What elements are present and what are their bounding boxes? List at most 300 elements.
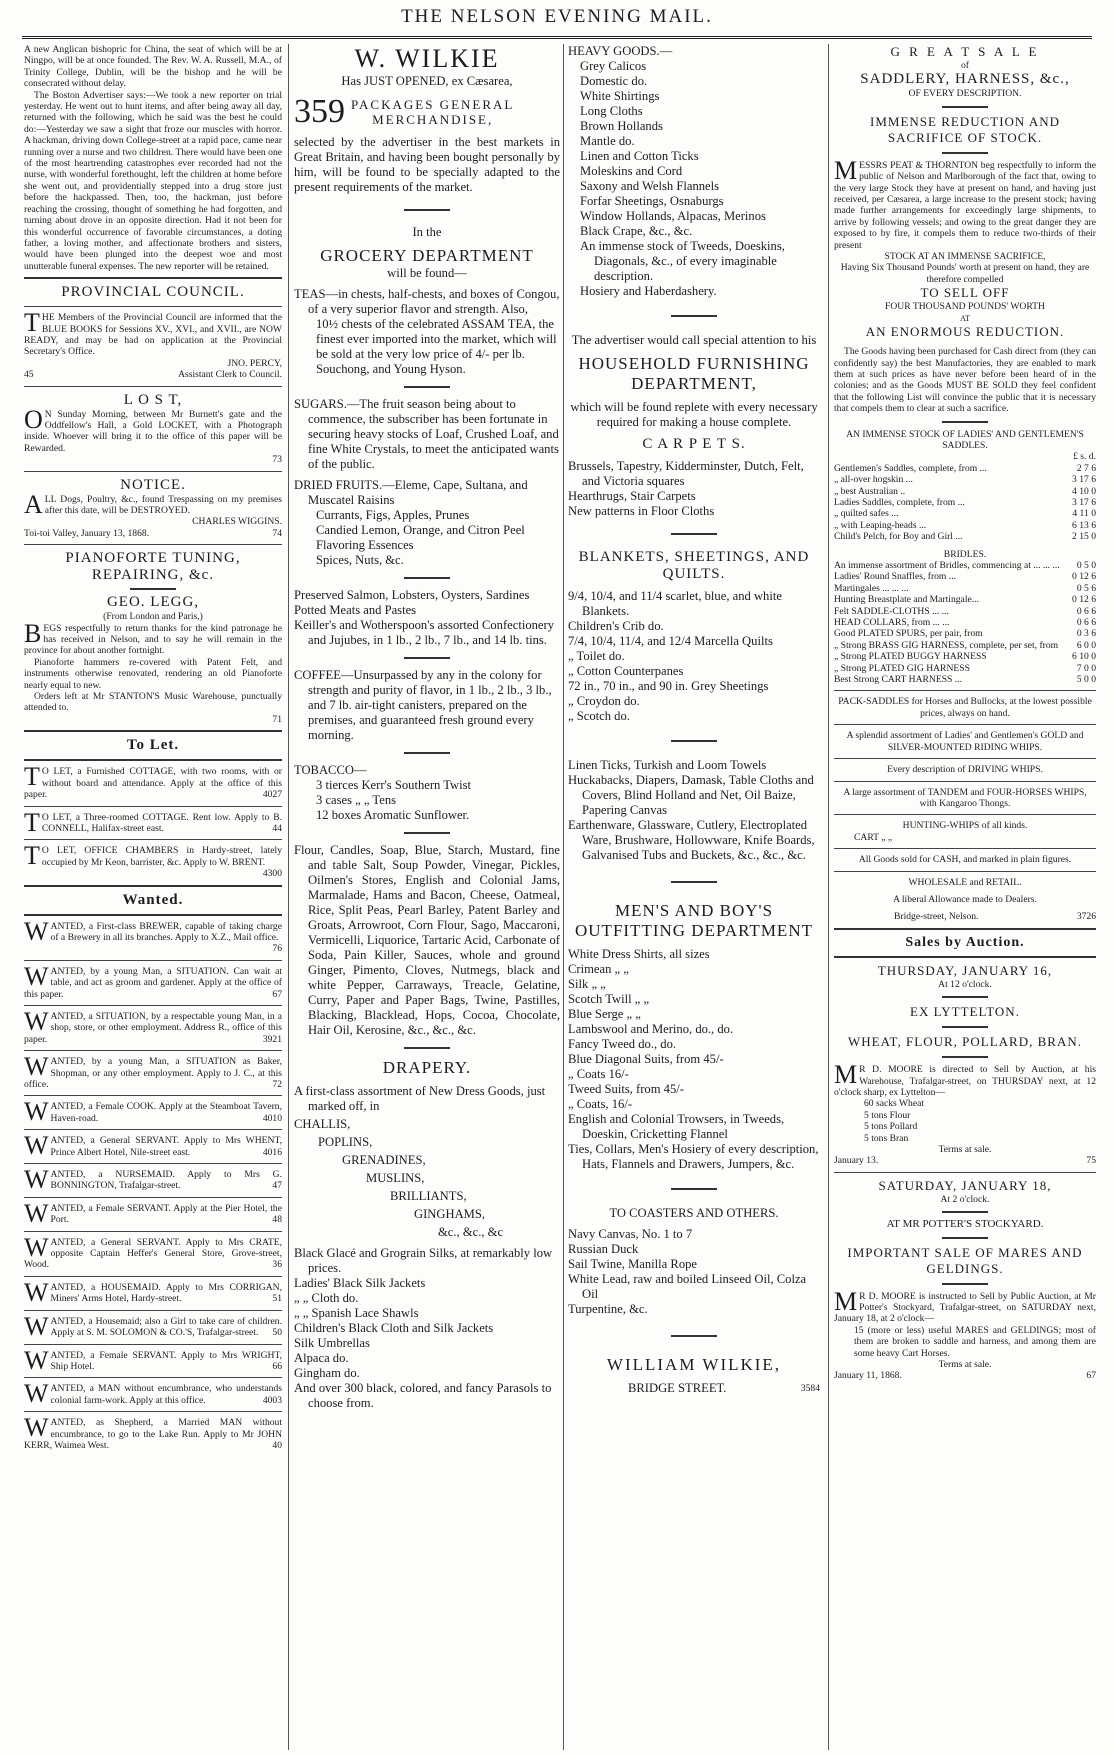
- to-let-ad-text: O LET, OFFICE CHAMBERS in Hardy-street, lately occupied by Mr Keon, barrister, &c. Apply to W. BRENT.: [41, 845, 282, 868]
- outfitting-heading: OUTFITTING DEPARTMENT: [575, 921, 813, 940]
- silk-item: Children's Black Cloth and Silk Jackets: [294, 1321, 494, 1335]
- price-value: 2 7 6: [1076, 462, 1096, 474]
- hunting-whips-text: HUNTING-WHIPS of all kinds.: [902, 820, 1028, 832]
- dateline: Toi-toi Valley, January 13, 1868.: [24, 527, 150, 539]
- price-item: Best Strong CART HARNESS ...: [834, 674, 962, 686]
- drop-cap: W: [24, 1131, 49, 1161]
- ad-number: 4300: [262, 868, 282, 880]
- price-row: [834, 617, 1096, 628]
- heavy-good-item: Linen and Cotton Ticks: [580, 149, 699, 163]
- drop-cap: W: [24, 1277, 49, 1307]
- mens-outfitting-list: [568, 947, 820, 1172]
- wanted-ad: [24, 1345, 282, 1375]
- bridles-heading: BRIDLES.: [943, 548, 987, 560]
- moore-text-2: R D. MOORE is instructed to Sell by Public Auction, at Mr Potter's Stockyard, Trafalgar-street, on SATURDAY next, January 18, at 2 o'clock—: [834, 1290, 1096, 1325]
- drop-cap: W: [24, 1165, 49, 1195]
- tobacco-item: 3 cases „ „ Tens: [316, 793, 397, 807]
- immense-reduction-heading: IMMENSE REDUCTION AND SACRIFICE OF STOCK.: [870, 113, 1060, 145]
- carpets-list: [568, 459, 820, 519]
- price-value: 0 12 6: [1072, 571, 1096, 583]
- price-row: [834, 674, 1096, 685]
- price-row: [834, 651, 1096, 662]
- dried-fruits-list: [294, 508, 560, 568]
- ad-number: 40: [272, 1439, 282, 1451]
- advertiser-name: W. WILKIE: [354, 44, 500, 73]
- carpet-item: New patterns in Floor Cloths: [568, 504, 715, 518]
- price-value: 3 17 6: [1072, 474, 1096, 486]
- wanted-ad: [24, 1006, 282, 1045]
- grocery-items-text: Flour, Candles, Soap, Blue, Starch, Mustard, fine and table Salt, Soup Powder, Vinegar, Pickles, Oilmen's Stores, English and Colonial Jams, Marmalade, Hams and Bacon, Cheese, Oatmeal, Rice, Split Peas, Pearl Barley, Patent Barley and Groats, Arrowroot, Corn Flour, Sago, Maccaroni, Vermicelli, Liquorice, Tartaric Acid, Carbonate of Soda, Pain Killer, Sauces, whole and ground Ginger, Pimento, Cloves, Nutmegs, black and white Pepper, Carraways, Treacle, Gelatine, Curry, Paper and Paper Bags, Twine, Pastilles, Blacking, Blacklead, Hops, Cocoa, Chocolate, Hair Oil, Kerosine, &c., &c., &c.: [294, 843, 560, 1037]
- heavy-good-item: Grey Calicos: [580, 59, 647, 73]
- wanted-ad-text: ANTED, as Shepherd, a Married MAN without encumbrance, to go to the Lake Run. Apply to Mr JOHN KERR, Waimea West.: [24, 1417, 282, 1451]
- mens-item: English and Colonial Trowsers, in Tweeds, Doeskin, Cricketting Flannel: [568, 1112, 785, 1141]
- enormous-reduction-line: AN ENORMOUS REDUCTION.: [865, 324, 1065, 340]
- price-row: [834, 606, 1096, 617]
- packages-line: PACKAGES GENERAL: [351, 97, 515, 112]
- column-divider: [828, 44, 829, 1750]
- saddles-price-list: [834, 463, 1096, 543]
- mens-item: Silk „ „: [568, 977, 606, 991]
- tuner-origin: (From London and Paris,): [103, 611, 203, 623]
- dried-fruits-text: DRIED FRUITS.—Eleme, Cape, Sultana, and Muscatel Raisins: [294, 478, 528, 507]
- bridge-street-nelson: Bridge-street, Nelson.: [894, 911, 979, 923]
- date-line: January 11, 1868.: [834, 1370, 902, 1382]
- drop-cap: A: [24, 489, 43, 519]
- price-value: 6 10 0: [1072, 651, 1096, 663]
- price-value: 5 0 0: [1076, 674, 1096, 686]
- silk-item: „ „ Spanish Lace Shawls: [294, 1306, 419, 1320]
- wanted-ad: [24, 1097, 282, 1127]
- silk-item: And over 300 black, colored, and fancy Parasols to choose from.: [294, 1381, 552, 1410]
- price-row: [834, 640, 1096, 651]
- price-item: Martingales ... ... ...: [834, 582, 909, 594]
- column-divider: [288, 44, 289, 1750]
- linen-item: Linen Ticks, Turkish and Loom Towels: [568, 758, 767, 772]
- blankets-heading-2: QUILTS.: [662, 566, 726, 582]
- sales-by-auction-heading: Sales by Auction.: [905, 934, 1025, 950]
- price-row: [834, 531, 1096, 542]
- masthead-rule: [22, 36, 1092, 39]
- price-item: Felt SADDLE-CLOTHS ... ...: [834, 605, 949, 617]
- blanket-item: „ Toilet do.: [568, 649, 625, 663]
- mens-item: Crimean „ „: [568, 962, 629, 976]
- price-value: 0 6 6: [1076, 605, 1096, 617]
- wanted-ad: [24, 1277, 282, 1307]
- ad-number: 4010: [262, 1112, 282, 1124]
- mens-item: „ Coats, 16/-: [568, 1097, 633, 1111]
- drop-cap: W: [24, 1097, 49, 1127]
- carpet-item: Hearthrugs, Stair Carpets: [568, 489, 696, 503]
- blanket-item: „ Cotton Counterpanes: [568, 664, 684, 678]
- heavy-good-item: White Shirtings: [580, 89, 660, 103]
- column-divider: [563, 44, 564, 1750]
- dried-fruit-item: Currants, Figs, Apples, Prunes: [316, 508, 470, 522]
- divider: [24, 1344, 282, 1345]
- pianoforte-heading: PIANOFORTE TUNING, REPAIRING, &c.: [65, 550, 241, 584]
- driving-whips-text: Every description of DRIVING WHIPS.: [887, 764, 1043, 776]
- cart-whips-text: CART „ „: [854, 831, 893, 843]
- dress-good-item: GINGHAMS,: [414, 1207, 486, 1221]
- sugars-text: SUGARS.—The fruit season being about to commence, the subscriber has been fortunate in securing heavy stocks of Loaf, Crushed Loaf, and fine White Crystals, to meet the anticipated wants of the public.: [294, 397, 559, 471]
- dress-good-item: GRENADINES,: [342, 1153, 426, 1167]
- in-the: In the: [412, 225, 442, 239]
- price-row: [834, 486, 1096, 497]
- four-thousand-line: FOUR THOUSAND POUNDS' WORTH: [885, 301, 1045, 313]
- to-let-ad: [24, 762, 282, 801]
- drop-cap: T: [24, 841, 40, 871]
- drop-cap: W: [24, 1198, 49, 1228]
- bridles-price-list: [834, 560, 1096, 685]
- provincial-council-text: HE Members of the Provincial Council are informed that the BLUE BOOKS for Sessions XV., XVI., and XVII., are NOW READY, and may be had on application at the Provincial Secretary's Office.: [24, 312, 282, 358]
- silk-item: Ladies' Black Silk Jackets: [294, 1276, 426, 1290]
- household-text: which will be found replete with every necessary required for making a house complete.: [570, 400, 818, 429]
- price-item: Ladies Saddles, complete, from ...: [834, 496, 965, 508]
- wanted-ad: [24, 1232, 282, 1271]
- riding-whips-text: A splendid assortment of Ladies' and Gentlemen's GOLD and SILVER-MOUNTED RIDING WHIPS.: [846, 730, 1084, 753]
- price-value: 3 17 6: [1072, 496, 1096, 508]
- sell-off-line: TO SELL OFF: [920, 285, 1010, 301]
- divider: [24, 1163, 282, 1164]
- mens-item: Lambswool and Merino, do., do.: [568, 1022, 734, 1036]
- blanket-item: „ Croydon do.: [568, 694, 640, 708]
- mens-item: Ties, Collars, Men's Hosiery of every description, Hats, Flannels and Drawers, Jumpers, &c.: [568, 1142, 819, 1171]
- lost-heading: L O S T,: [123, 391, 183, 408]
- dress-good-item: POPLINS,: [318, 1135, 373, 1149]
- lsd-header: £ s. d.: [1073, 451, 1096, 463]
- price-row: [834, 474, 1096, 485]
- divider: [24, 960, 282, 961]
- household-heading-2: DEPARTMENT,: [631, 374, 757, 393]
- heavy-good-item: Moleskins and Cord: [580, 164, 683, 178]
- price-value: 0 12 6: [1072, 594, 1096, 606]
- wanted-ad-text: ANTED, by a young Man, a SITUATION. Can wait at table, and act as groom and gardener. Apply at the office of this paper.: [24, 965, 282, 1000]
- divider: [24, 1276, 282, 1277]
- price-row: [834, 520, 1096, 531]
- wanted-ad: [24, 1052, 282, 1090]
- ex-lyttelton: EX LYTTELTON.: [910, 1004, 1020, 1020]
- mares-heading: IMPORTANT SALE OF MARES AND GELDINGS.: [847, 1244, 1083, 1276]
- tobacco-item: 3 tierces Kerr's Southern Twist: [316, 778, 472, 792]
- drop-cap: T: [24, 762, 40, 792]
- william-wilkie: WILLIAM WILKIE,: [606, 1355, 782, 1374]
- ad-number: 44: [272, 822, 282, 834]
- coaster-item: White Lead, raw and boiled Linseed Oil, Colza Oil: [568, 1272, 807, 1301]
- column-3: [568, 44, 820, 1749]
- dried-fruit-item: Flavoring Essences: [316, 538, 414, 552]
- price-value: 4 10 0: [1072, 485, 1096, 497]
- price-row: [834, 497, 1096, 508]
- mens-item: Fancy Tweed do., do.: [568, 1037, 677, 1051]
- terms-at-sale: Terms at sale.: [938, 1359, 992, 1371]
- dress-good-item: BRILLIANTS,: [390, 1189, 467, 1203]
- price-value: 0 6 6: [1076, 617, 1096, 629]
- wanted-heading: Wanted.: [122, 891, 184, 908]
- wanted-ad-text: ANTED, a NURSEMAID. Apply to Mrs G. BONNINGTON, Trafalgar-street.: [50, 1169, 282, 1192]
- price-row: [834, 663, 1096, 674]
- sack-item: 60 sacks Wheat: [864, 1098, 925, 1110]
- provincial-council-heading: PROVINCIAL COUNCIL.: [61, 284, 245, 301]
- date-line: January 13.: [834, 1155, 879, 1167]
- ad-number: 67: [1086, 1370, 1096, 1382]
- ad-number: 36: [272, 1259, 282, 1271]
- household-heading: HOUSEHOLD FURNISHING: [578, 354, 810, 373]
- price-value: 2 15 0: [1072, 531, 1096, 543]
- heavy-good-item: Forfar Sheetings, Osnaburgs: [580, 194, 724, 208]
- attention-text: The advertiser would call special attention to his: [571, 333, 817, 347]
- of-word: of: [961, 60, 969, 71]
- preserved-item: Preserved Salmon, Lobsters, Oysters, Sardines: [294, 588, 530, 602]
- price-row: [834, 508, 1096, 519]
- divider: [24, 839, 282, 840]
- ad-number: 73: [272, 454, 282, 466]
- wanted-ad: [24, 1165, 282, 1195]
- news-item: The Boston Advertiser says:—We took a new reporter on trial yesterday. He went out to hunt items, and after being away all day, returned with the following, which he said was the best he could do:—Yesterday we saw a sight that froze our muscles with horror. A hackman, driving down College-street at a rapid pace, came near running over a nurse and two children. There would have been one of the most heartrending catastrophes ever recorded had not the nurse, with wonderful forethought, left the children at home before she went out, and providentially stepped into a drug store just before the hackpassed. Then, too, the hackman, just before reaching the crossing, thought of something he had forgotten, and turning about drove in an opposite direction. Had it not been for this wonderful occurrence of favorable circumstances, a doting father, a loving mother, and affectionate brothers and sisters, would have been plunged into the deepest woe and most unutterable funeral expenses. The new reporter will be retained.: [24, 89, 282, 272]
- dress-good-item: &c., &c., &c: [438, 1225, 504, 1239]
- silk-item: Black Glacé and Grograin Silks, at remarkably low prices.: [294, 1246, 553, 1275]
- price-value: 4 11 0: [1072, 508, 1096, 520]
- every-description: OF EVERY DESCRIPTION.: [908, 88, 1022, 100]
- blankets-heading: BLANKETS, SHEETINGS, AND: [578, 549, 810, 565]
- ad-number: 45: [24, 369, 34, 381]
- wanted-ad-text: ANTED, a Female SERVANT. Apply at the Pier Hotel, the Port.: [50, 1202, 282, 1226]
- divider: [24, 1231, 282, 1232]
- column-2: [294, 44, 560, 1749]
- saddles-heading: AN IMMENSE STOCK OF LADIES' AND GENTLEMEN'S SADDLES.: [846, 428, 1084, 451]
- divider: [24, 1411, 282, 1412]
- wanted-ad-text: ANTED, a MAN without encumbrance, who understands colonial farm-work. Apply at this office.: [50, 1383, 282, 1406]
- preserved-item: Keiller's and Wotherspoon's assorted Confectionery and Jujubes, in 1 lb., 2 lb., 7 lb., and 14 lb. tins.: [294, 618, 555, 647]
- divider: [24, 1095, 282, 1096]
- tandem-whips-text: A large assortment of TANDEM and FOUR-HORSES WHIPS, with Kangaroo Thongs.: [843, 786, 1087, 809]
- peat-thornton-text: ESSRS PEAT & THORNTON beg respectfully to inform the public of Nelson and Marlborough of the fact that, owing to the very large Stock they have at present on hand, and having just received, per Cæsarea, a large increase to the present stock; having made further arrangements for exceedingly large shipments, to arrive by following vessels; and owing to the great danger they are exposed to by fire, it compels them to reduce two-thirds of their present: [834, 159, 1096, 251]
- saddlery-heading: SADDLERY, HARNESS, &c.,: [860, 71, 1070, 88]
- drop-cap: T: [24, 807, 40, 837]
- heavy-goods-list: [568, 59, 820, 299]
- price-item: „ best Australian ..: [834, 485, 906, 497]
- mens-item: Blue Diagonal Suits, from 45/-: [568, 1052, 724, 1066]
- silk-item: Silk Umbrellas: [294, 1336, 370, 1350]
- price-value: 0 3 6: [1076, 628, 1096, 640]
- thursday-date: THURSDAY, JANUARY 16,: [877, 962, 1053, 978]
- heavy-good-item: Window Hollands, Alpacas, Merinos: [580, 209, 766, 223]
- price-item: „ Strong PLATED BUGGY HARNESS: [834, 651, 987, 663]
- price-item: Good PLATED SPURS, per pair, from: [834, 628, 983, 640]
- heavy-goods-heading: HEAVY GOODS.—: [568, 44, 673, 58]
- moore-text: R D. MOORE is directed to Sell by Auction, at his Warehouse, Trafalgar-street, on THURSDAY next, at 12 o'clock sharp, ex Lyttelton—: [834, 1064, 1096, 1098]
- wanted-ad: [24, 1413, 282, 1451]
- news-item: A new Anglican bishopric for China, the seat of which will be at Ningpo, will be at once founded. The Rev. W. A. Russell, M.A., of Trinity College, Dublin, will be the bishop and he will be consecrated without delay.: [24, 44, 282, 90]
- tobacco-item: 12 boxes Aromatic Sunflower.: [316, 808, 470, 822]
- grocery-heading: GROCERY DEPARTMENT: [320, 246, 534, 265]
- wanted-ad-text: ANTED, a General SERVANT. Apply to Mrs WHENT, Prince Albert Hotel, Nile-street east.: [50, 1135, 282, 1158]
- coaster-item: Navy Canvas, No. 1 to 7: [568, 1227, 693, 1241]
- ad-number: 4016: [262, 1146, 282, 1158]
- mens-item: Scotch Twill „ „: [568, 992, 650, 1006]
- coffee-text: COFFEE—Unsurpassed by any in the colony for strength and purity of flavor, in 1 lb., 2 lb., 3 lb., and 7 lb. air-tight canisters, prepared on the premises, and guaranteed fresh ground every morning.: [294, 668, 552, 742]
- blanket-item: 7/4, 10/4, 11/4, and 12/4 Marcella Quilts: [568, 634, 773, 648]
- heavy-good-item: Saxony and Welsh Flannels: [580, 179, 720, 193]
- signature: CHARLES WIGGINS.: [192, 516, 282, 528]
- divider: [24, 1005, 282, 1006]
- ad-number: 3584: [800, 1383, 820, 1394]
- opened-line: Has JUST OPENED, ex Cæsarea,: [341, 74, 513, 88]
- column-4: [834, 44, 1096, 1749]
- carpets-heading: C A R P E T S.: [642, 436, 746, 452]
- heavy-good-item: Long Cloths: [580, 104, 643, 118]
- price-row: [834, 463, 1096, 474]
- wheat-heading: WHEAT, FLOUR, POLLARD, BRAN.: [848, 1034, 1082, 1050]
- dress-goods-list: [294, 1117, 560, 1240]
- drop-cap: W: [24, 961, 49, 991]
- drop-cap: W: [24, 1345, 49, 1375]
- to-let-heading: To Let.: [126, 737, 180, 754]
- intro-text: selected by the advertiser in the best markets in Great Britain, and having been bought personally by him, will be found to be specially adapted to the present requirements of the market.: [294, 135, 560, 194]
- carpet-item: Brussels, Tapestry, Kidderminster, Dutch, Felt, and Victoria squares: [568, 459, 804, 488]
- pack-saddles-text: PACK-SADDLES for Horses and Bullocks, at the lowest possible prices, always on hand.: [838, 696, 1092, 719]
- bridge-street: BRIDGE STREET.: [628, 1381, 727, 1395]
- price-item: „ all-over hogskin ...: [834, 474, 913, 486]
- price-row: [834, 594, 1096, 605]
- drapery-heading: DRAPERY.: [382, 1058, 472, 1077]
- drop-cap: W: [24, 1052, 49, 1082]
- drop-cap: M: [834, 1286, 858, 1316]
- drop-cap: M: [834, 1060, 858, 1090]
- blanket-item: 9/4, 10/4, and 11/4 scarlet, blue, and white Blankets.: [568, 589, 782, 618]
- ad-number: 76: [272, 943, 282, 955]
- heavy-good-item: Hosiery and Haberdashery.: [580, 284, 717, 298]
- drop-cap: W: [24, 916, 49, 946]
- mens-heading: MEN'S AND BOY'S: [614, 901, 774, 920]
- wanted-ad-text: ANTED, by a young Man, a SITUATION as Baker, Shopman, or any other employment. Apply to J. C., at this office.: [24, 1056, 282, 1090]
- price-item: „ Strong BRASS GIG HARNESS, complete, per set, from: [834, 639, 1059, 651]
- drapery-intro: A first-class assortment of New Dress Goods, just marked off, in: [294, 1084, 546, 1113]
- teas-text: 10½ chests of the celebrated ASSAM TEA, the finest ever imported into the market, which will be sold at the very low price of 4/- per lb.: [316, 317, 557, 361]
- price-value: 6 0 0: [1076, 639, 1096, 651]
- thursday-time: At 12 o'clock.: [938, 978, 992, 990]
- drop-cap: W: [24, 1006, 49, 1036]
- price-item: Hunting Breastplate and Martingale...: [834, 594, 979, 606]
- price-item: HEAD COLLARS, from ... ...: [834, 617, 950, 629]
- signature-role: Assistant Clerk to Council.: [178, 369, 282, 381]
- wanted-list: [24, 916, 282, 1452]
- ad-number: 50: [272, 1327, 282, 1339]
- potter-stockyard: AT MR POTTER'S STOCKYARD.: [886, 1218, 1044, 1231]
- linen-item: Huckabacks, Diapers, Damask, Table Cloths and Covers, Blind Holland and Net, Oil Baize, Papering Canvas: [568, 773, 814, 817]
- coasters-heading: TO COASTERS AND OTHERS.: [609, 1206, 779, 1220]
- mens-item: „ Coats 16/-: [568, 1067, 629, 1081]
- wanted-ad: [24, 1379, 282, 1409]
- coaster-item: Sail Twine, Manilla Rope: [568, 1257, 698, 1271]
- heavy-good-item: Brown Hollands: [580, 119, 663, 133]
- mens-item: Blue Serge „ „: [568, 1007, 641, 1021]
- saturday-date: SATURDAY, JANUARY 18,: [878, 1177, 1052, 1193]
- teas-text: TEAS—in chests, half-chests, and boxes of Congou, of a very superior flavor and strength. Also,: [294, 287, 560, 316]
- blanket-item: Children's Crib do.: [568, 619, 664, 633]
- drop-cap: O: [24, 404, 43, 434]
- to-let-ad-text: O LET, a Three-roomed COTTAGE. Rent low. Apply to B. CONNELL, Halifax-street east.: [41, 811, 282, 834]
- drop-cap: W: [24, 1413, 49, 1443]
- ad-number: 3726: [1076, 911, 1096, 923]
- pianoforte-text: Orders left at Mr STANTON'S Music Warehouse, punctually attended to.: [24, 691, 282, 714]
- to-let-ad: [24, 807, 282, 837]
- pianoforte-text: EGS respectfully to return thanks for the kind patronage he has received in Nelson, and to say he will remain in the province for about another fortnight.: [24, 622, 282, 657]
- divider: [24, 1050, 282, 1051]
- ad-number: 3921: [262, 1033, 282, 1045]
- wanted-ad-text: ANTED, a Female COOK. Apply at the Steamboat Tavern, Haven-road.: [50, 1101, 282, 1124]
- price-value: 7 0 0: [1076, 662, 1096, 674]
- drop-cap: B: [24, 618, 42, 648]
- price-row: [834, 571, 1096, 582]
- blankets-list: [568, 589, 820, 724]
- saturday-time: At 2 o'clock.: [940, 1193, 990, 1205]
- ad-number: 67: [272, 988, 282, 1000]
- notice-heading: NOTICE.: [120, 476, 186, 493]
- lost-text: N Sunday Morning, between Mr Burnett's gate and the Oddfellow's Hall, a Gold LOCKET, with a Photograph inside. Whoever will bring it to the office of this paper will be Rewarded.: [24, 408, 282, 454]
- wanted-ad-text: ANTED, a Housemaid; also a Girl to take care of children. Apply at S. M. SOLOMON & CO.'S, Trafalgar-street.: [50, 1315, 282, 1339]
- ad-number: 4003: [262, 1394, 282, 1406]
- terms-at-sale: Terms at sale.: [938, 1144, 992, 1155]
- cash-text: All Goods sold for CASH, and marked in plain figures.: [858, 854, 1072, 866]
- wanted-ad: [24, 916, 282, 955]
- divider: [24, 1129, 282, 1130]
- allowance-text: A liberal Allowance made to Dealers.: [893, 893, 1037, 905]
- divider: [24, 1310, 282, 1311]
- dress-good-item: CHALLIS,: [294, 1117, 351, 1131]
- drop-cap: T: [24, 308, 40, 338]
- wanted-ad: [24, 961, 282, 1000]
- great-sale-heading: G R E A T S A L E: [890, 44, 1040, 59]
- silk-item: Gingham do.: [294, 1366, 360, 1380]
- ad-number: 66: [272, 1360, 282, 1372]
- mares-text: 15 (more or less) useful MARES and GELDINGS; most of them are broken to saddle and harness, and among them are some heavy Cart Horses.: [854, 1324, 1096, 1359]
- coaster-item: Turpentine, &c.: [568, 1302, 648, 1316]
- preserved-item: Potted Meats and Pastes: [294, 603, 417, 617]
- price-item: Ladies' Round Snaffles, from ...: [834, 571, 956, 583]
- price-row: [834, 560, 1096, 571]
- wanted-ad: [24, 1311, 282, 1341]
- sacks-list: [834, 1098, 1096, 1144]
- pianoforte-text: Pianoforte hammers re-covered with Patent Felt, and instruments otherwise renovated, rendering an old Pianoforte nearly equal to new.: [24, 656, 282, 691]
- ad-number: 51: [272, 1293, 282, 1305]
- price-value: 0 5 6: [1076, 582, 1096, 594]
- wanted-ad-text: ANTED, a Female SERVANT. Apply to Mrs WRIGHT, Ship Hotel.: [50, 1349, 282, 1372]
- drop-cap: W: [24, 1379, 49, 1409]
- wanted-ad-text: ANTED, a SITUATION, by a respectable young Man, in a shop, store, or other employment. Address R., office of this paper.: [24, 1010, 282, 1045]
- to-let-ad: [24, 841, 282, 880]
- price-item: „ quilted safes ...: [834, 508, 899, 520]
- signature: JNO. PERCY,: [227, 357, 282, 369]
- tobacco-list: [294, 778, 560, 823]
- linen-list: [568, 758, 820, 863]
- ad-number: 47: [272, 1180, 282, 1192]
- drop-cap: W: [24, 1232, 49, 1262]
- at-line: AT: [960, 313, 970, 323]
- teas-text: Souchong, and Young Hyson.: [316, 362, 466, 376]
- price-row: [834, 583, 1096, 594]
- dried-fruit-item: Candied Lemon, Orange, and Citron Peel: [316, 523, 525, 537]
- heavy-good-item: Mantle do.: [580, 134, 635, 148]
- will-be-found: will be found—: [387, 266, 467, 280]
- wanted-ad: [24, 1198, 282, 1228]
- silks-list: [294, 1246, 560, 1411]
- dried-fruit-item: Spices, Nuts, &c.: [316, 553, 404, 567]
- sack-item: 5 tons Pollard: [864, 1121, 918, 1133]
- linen-item: Earthenware, Glassware, Cutlery, Electroplated Ware, Brushware, Hollowware, Knife Boards, Galvanised Tubs and Buckets, &c., &c., &c.: [568, 818, 815, 862]
- coaster-item: Russian Duck: [568, 1242, 639, 1256]
- price-item: „ with Leaping-heads ...: [834, 519, 927, 531]
- heavy-good-item: Black Crape, &c., &c.: [580, 224, 693, 238]
- ad-number: 71: [272, 713, 282, 725]
